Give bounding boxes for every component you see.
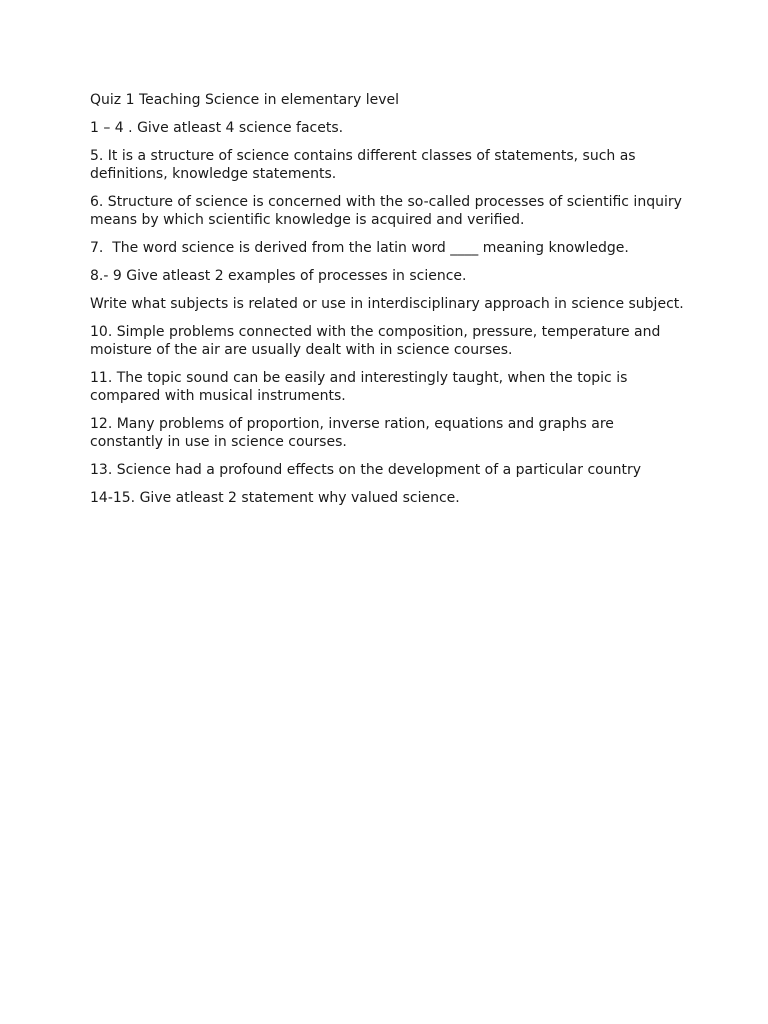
quiz-item-1-4: 1 – 4 . Give atleast 4 science facets. xyxy=(90,120,344,136)
quiz-item-14-15: 14-15. Give atleast 2 statement why valued science. xyxy=(90,490,460,506)
quiz-item-10: 10. Simple problems connected with the composition, pressure, temperature and moisture of the air are usually dealt with in science courses. xyxy=(90,324,665,358)
document-page xyxy=(90,91,690,517)
quiz-item-13: 13. Science had a profound effects on the development of a particular country xyxy=(90,462,642,478)
quiz-item-5: 5. It is a structure of science contains different classes of statements, such as definitions, knowledge statements. xyxy=(90,148,641,182)
quiz-item-8-9: 8.- 9 Give atleast 2 examples of processes in science. xyxy=(90,268,467,284)
quiz-item-7: 7. The word science is derived from the latin word ____ meaning knowledge. xyxy=(90,240,629,256)
quiz-item-6: 6. Structure of science is concerned with the so-called processes of scientific inquiry means by which scientific knowledge is acquired and verified. xyxy=(90,194,687,228)
quiz-instruction: Write what subjects is related or use in interdisciplinary approach in science subject. xyxy=(90,296,684,312)
quiz-item-12: 12. Many problems of proportion, inverse ration, equations and graphs are constantly in use in science courses. xyxy=(90,416,619,450)
quiz-item-11: 11. The topic sound can be easily and interestingly taught, when the topic is compared with musical instruments. xyxy=(90,370,632,404)
quiz-title: Quiz 1 Teaching Science in elementary level xyxy=(90,92,399,108)
